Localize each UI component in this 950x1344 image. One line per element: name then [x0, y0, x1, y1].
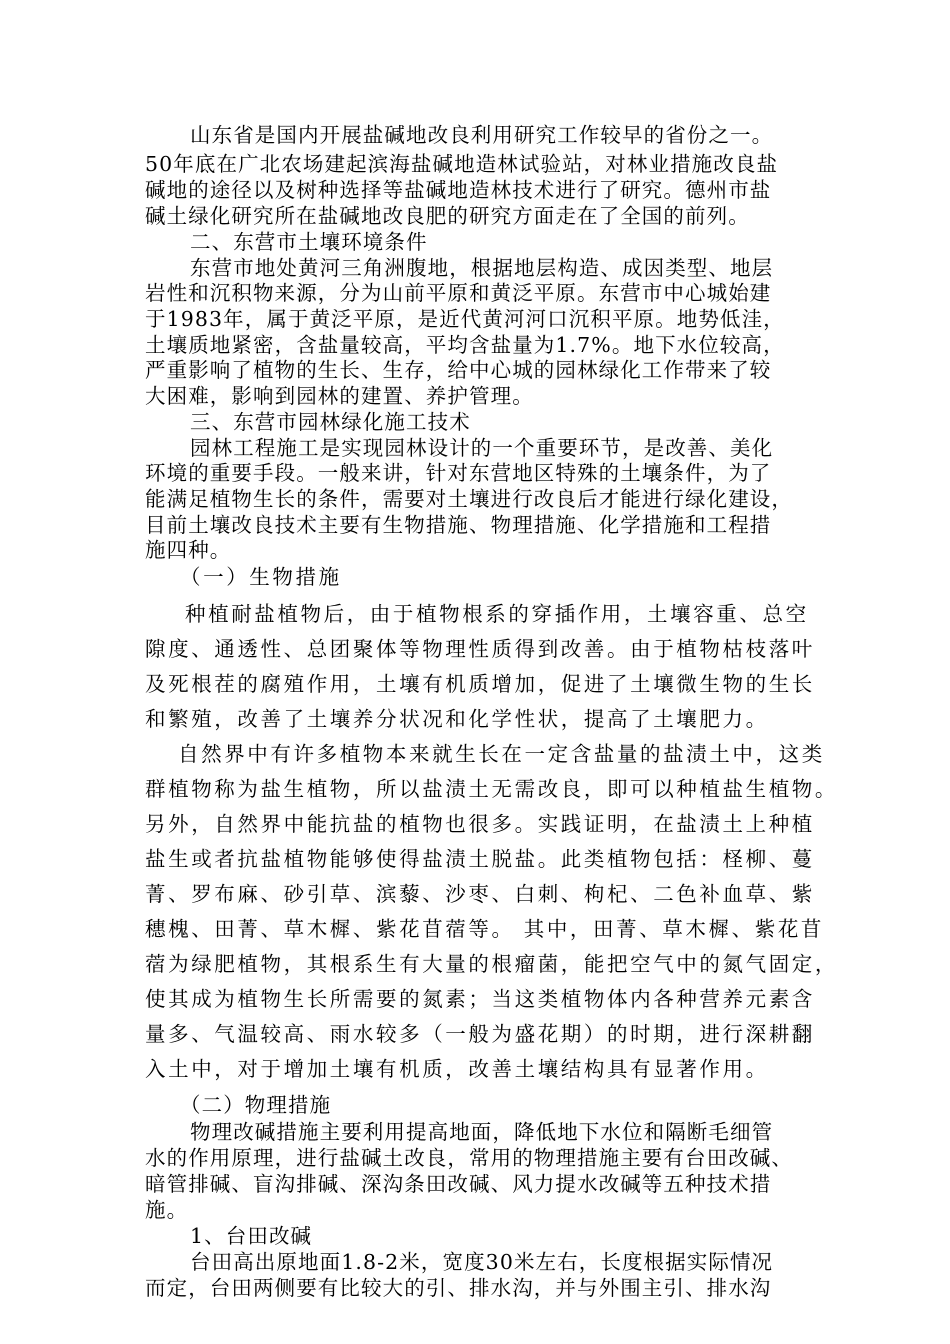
text-line: 自然界中有许多植物本来就生长在一定含盐量的盐渍土中，这类	[178, 742, 825, 766]
text-line: 隙度、通透性、总团聚体等物理性质得到改善。由于植物枯枝落叶	[145, 637, 815, 661]
text-line: 碱土绿化研究所在盐碱地改良肥的研究方面走在了全国的前列。	[145, 204, 750, 228]
text-line: 菁、罗布麻、砂引草、滨藜、沙枣、白刺、枸杞、二色补血草、紫	[145, 882, 815, 906]
text-line: 岩性和沉积物来源，分为山前平原和黄泛平原。东营市中心城始建	[145, 281, 772, 305]
text-line: 50年底在广北农场建起滨海盐碱地造林试验站，对林业措施改良盐	[145, 152, 779, 176]
text-line: 施四种。	[145, 538, 232, 562]
text-line: 量多、气温较高、雨水较多（一般为盛花期）的时期，进行深耕翻	[145, 1022, 815, 1046]
text-line: 暗管排碱、盲沟排碱、深沟条田改碱、风力提水改碱等五种技术措	[145, 1172, 772, 1196]
text-line: 物理改碱措施主要利用提高地面，降低地下水位和隔断毛细管	[190, 1120, 774, 1144]
text-line: 碱地的途径以及树种选择等盐碱地造林技术进行了研究。德州市盐	[145, 178, 772, 202]
subsection-heading: （一）生物措施	[180, 565, 342, 589]
text-line: 土壤质地紧密，含盐量较高，平均含盐量为1.7%。地下水位较高，	[145, 333, 785, 357]
section-heading: 二、东营市土壤环境条件	[190, 230, 428, 254]
subsection-heading: 1、台田改碱	[190, 1224, 313, 1248]
text-line: 穗槐、田菁、草木樨、紫花苜蓿等。 其中，田菁、草木樨、紫花苜	[145, 917, 825, 941]
text-line: 大困难，影响到园林的建置、养护管理。	[145, 384, 534, 408]
text-line: 台田高出原地面1.8-2米，宽度30米左右，长度根据实际情况	[190, 1250, 774, 1274]
text-line: 群植物称为盐生植物，所以盐渍土无需改良，即可以种植盐生植物。	[145, 777, 838, 801]
text-line: 东营市地处黄河三角洲腹地，根据地层构造、成因类型、地层	[190, 256, 774, 280]
text-line: 而定，台田两侧要有比较大的引、排水沟，并与外围主引、排水沟	[145, 1276, 772, 1300]
text-line: 使其成为植物生长所需要的氮素；当这类植物体内各种营养元素含	[145, 987, 815, 1011]
text-line: 山东省是国内开展盐碱地改良利用研究工作较早的省份之一。	[190, 123, 774, 147]
text-line: 目前土壤改良技术主要有生物措施、物理措施、化学措施和工程措	[145, 513, 772, 537]
section-heading: 三、东营市园林绿化施工技术	[190, 410, 471, 434]
subsection-heading: （二）物理措施	[180, 1093, 332, 1117]
text-line: 盐生或者抗盐植物能够使得盐渍土脱盐。此类植物包括：柽柳、蔓	[145, 847, 815, 871]
text-line: 蓿为绿肥植物，其根系生有大量的根瘤菌，能把空气中的氮气固定，	[145, 952, 838, 976]
text-line: 种植耐盐植物后，由于植物根系的穿插作用，土壤容重、总空	[185, 602, 809, 626]
text-line: 及死根茬的腐殖作用，土壤有机质增加，促进了土壤微生物的生长	[145, 672, 815, 696]
text-line: 环境的重要手段。一般来讲，针对东营地区特殊的土壤条件，为了	[145, 461, 772, 485]
text-line: 水的作用原理，进行盐碱土改良，常用的物理措施主要有台田改碱、	[145, 1146, 793, 1170]
text-line: 严重影响了植物的生长、生存，给中心城的园林绿化工作带来了较	[145, 358, 772, 382]
text-line: 能满足植物生长的条件，需要对土壤进行改良后才能进行绿化建设，	[145, 487, 793, 511]
text-line: 和繁殖，改善了土壤养分状况和化学性状，提高了土壤肥力。	[145, 707, 769, 731]
text-line: 另外，自然界中能抗盐的植物也很多。实践证明，在盐渍土上种植	[145, 812, 815, 836]
text-line: 施。	[145, 1198, 189, 1222]
text-line: 入土中，对于增加土壤有机质，改善土壤结构具有显著作用。	[145, 1057, 769, 1081]
text-line: 于1983年，属于黄泛平原，是近代黄河河口沉积平原。地势低洼，	[145, 307, 785, 331]
text-line: 园林工程施工是实现园林设计的一个重要环节，是改善、美化	[190, 436, 774, 460]
